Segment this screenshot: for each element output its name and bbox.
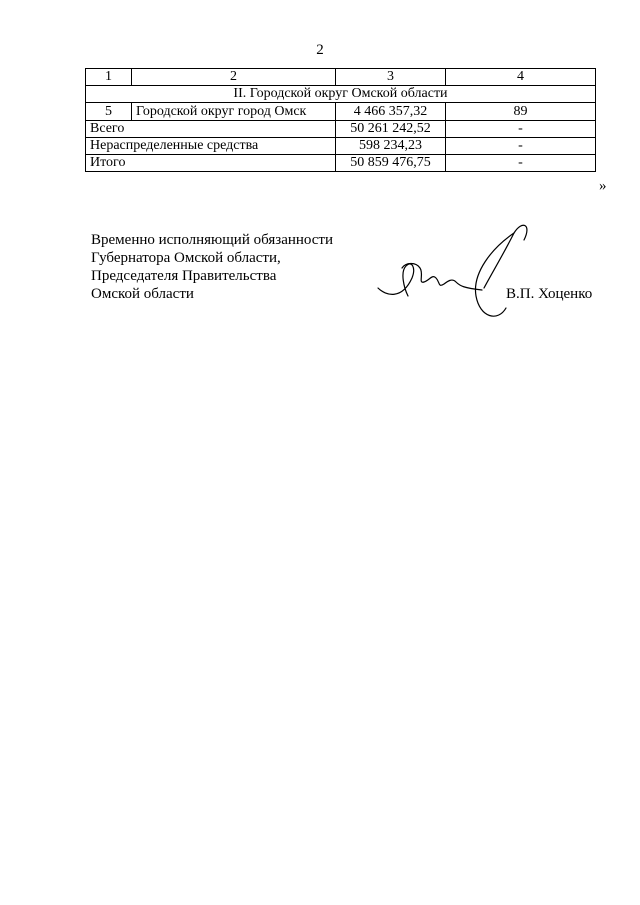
grand-total-amount: 50 859 476,75 xyxy=(336,155,446,172)
section-title: II. Городской округ Омской области xyxy=(86,86,596,103)
position-line: Омской области xyxy=(91,286,194,302)
grand-total-label: Итого xyxy=(86,155,336,172)
signer-name: В.П. Хоценко xyxy=(506,286,593,302)
signatory-position xyxy=(91,231,333,303)
position-line: Председателя Правительства xyxy=(91,268,277,284)
unallocated-share: - xyxy=(446,138,596,155)
position-line: Губернатора Омской области, xyxy=(91,250,281,266)
closing-quote: » xyxy=(599,178,607,194)
column-number-2: 2 xyxy=(132,69,336,86)
unallocated-row xyxy=(86,138,596,155)
unallocated-amount: 598 234,23 xyxy=(336,138,446,155)
grand-total-share: - xyxy=(446,155,596,172)
total-share: - xyxy=(446,121,596,138)
column-number-4: 4 xyxy=(446,69,596,86)
table-row xyxy=(86,103,596,121)
row-name: Городской округ город Омск xyxy=(132,103,336,121)
budget-table xyxy=(85,68,596,172)
position-line: Временно исполняющий обязанности xyxy=(91,232,334,248)
column-number-1: 1 xyxy=(86,69,132,86)
row-share: 89 xyxy=(446,103,596,121)
total-row xyxy=(86,121,596,138)
grand-total-row xyxy=(86,155,596,172)
total-amount: 50 261 242,52 xyxy=(336,121,446,138)
section-title-row xyxy=(86,86,596,103)
column-number-3: 3 xyxy=(336,69,446,86)
table-header-row xyxy=(86,69,596,86)
page-number: 2 xyxy=(316,42,324,58)
row-index: 5 xyxy=(86,103,132,121)
total-label: Всего xyxy=(86,121,336,138)
row-amount: 4 466 357,32 xyxy=(336,103,446,121)
handwritten-signature xyxy=(372,218,532,328)
unallocated-label: Нераспределенные средства xyxy=(86,138,336,155)
